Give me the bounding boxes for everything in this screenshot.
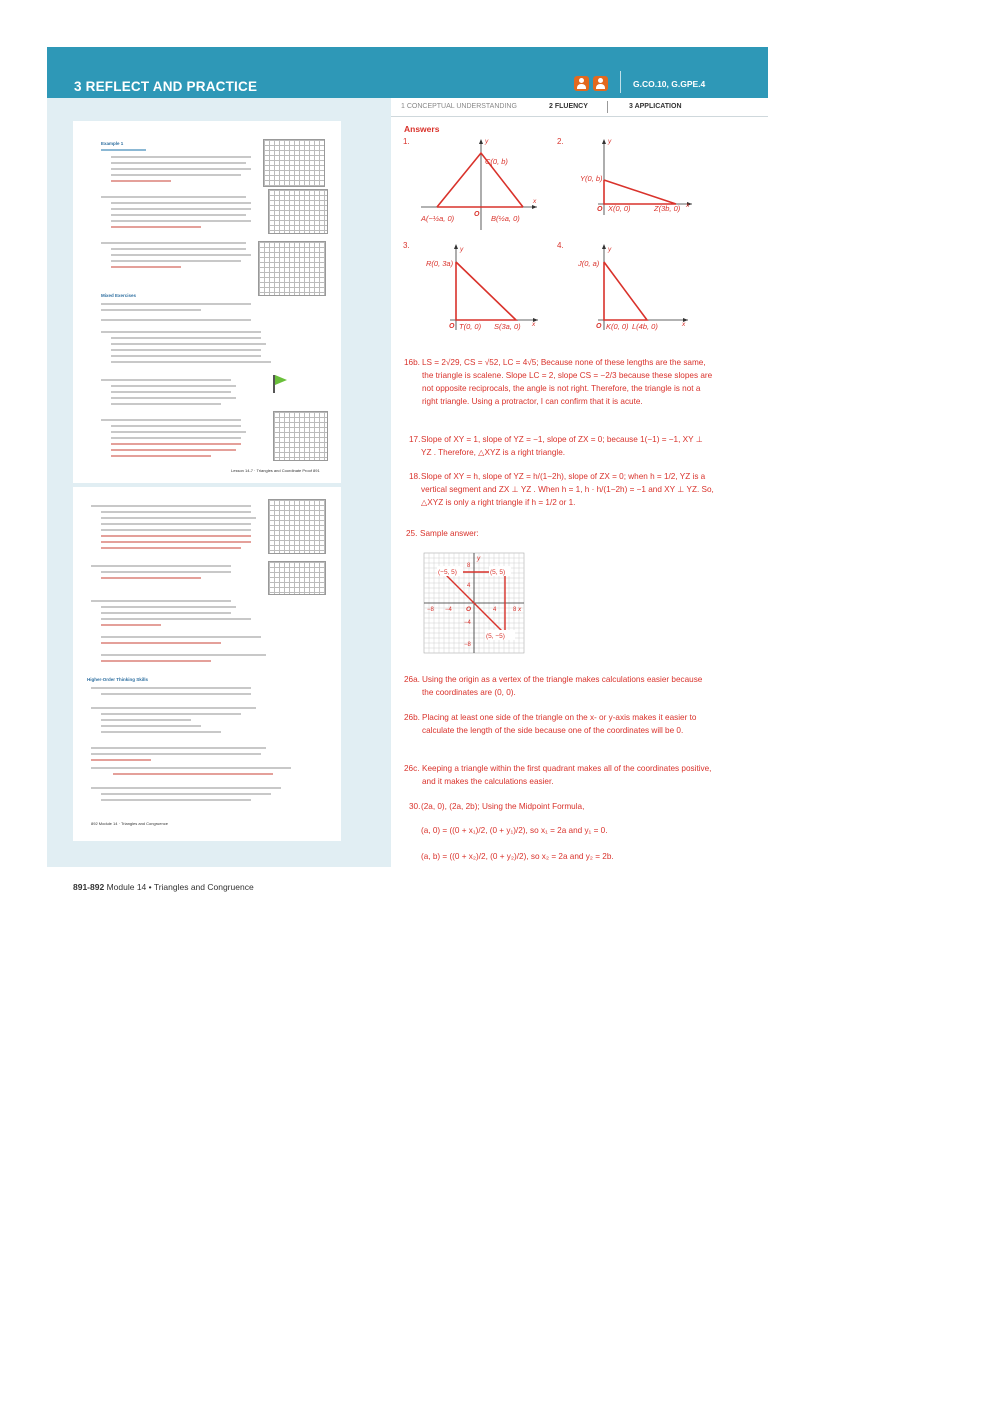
thumb-line: [91, 707, 256, 709]
thumb-line: [101, 713, 241, 715]
thumb-line: [101, 196, 246, 198]
x-axis-label: x: [532, 321, 536, 328]
y-axis-label: y: [485, 138, 489, 145]
thumb-line: [101, 419, 241, 421]
label-z: Z(3b, 0): [654, 204, 681, 213]
answer-text: Sample answer:: [420, 529, 479, 538]
thumb-line: [101, 242, 246, 244]
thumb-graph: [268, 189, 328, 234]
thumb-line: [111, 180, 171, 182]
thumb-line: [101, 149, 146, 151]
thumb-line: [101, 799, 251, 801]
answer-number: 26b.: [404, 713, 420, 722]
thumb-footer-892: 892 Module 14 · Triangles and Congruence: [91, 821, 168, 826]
thumb-line: [111, 343, 266, 345]
thumb-graph: [258, 241, 326, 296]
footer-module: Module 14 • Triangles and Congruence: [106, 882, 254, 892]
thumb-line: [111, 156, 251, 158]
tab-separator: [607, 101, 608, 113]
thumb-graph: [268, 499, 326, 554]
thumb-line: [111, 220, 251, 222]
thumb-line: [101, 642, 221, 644]
answer-text: (2a, 0), (2a, 2b); Using the Midpoint Formula,: [421, 802, 585, 811]
thumb-line: [101, 693, 251, 695]
answer-number: 30.: [409, 802, 421, 811]
thumb-line: [101, 319, 251, 321]
label-c: C(0, b): [485, 157, 508, 166]
y-arrow: [454, 244, 458, 249]
graph-1: [415, 135, 545, 235]
y-axis-label: y: [477, 555, 481, 562]
label-t: T(0, 0): [459, 322, 482, 331]
answer-number-2: 2.: [557, 137, 564, 146]
page-thumbnail-891: [73, 121, 341, 483]
answer-number: 26a.: [404, 675, 420, 684]
label-l: L(4b, 0): [632, 322, 658, 331]
thumb-mixed-heading: Mixed Exercises: [101, 293, 137, 298]
answers-heading: Answers: [404, 124, 440, 134]
thumb-line: [101, 654, 266, 656]
thumb-line: [91, 565, 231, 567]
thumb-line: [91, 505, 251, 507]
thumb-graph: [268, 561, 326, 595]
thumb-line: [111, 174, 241, 176]
label-x: X(0, 0): [608, 204, 631, 213]
thumb-line: [101, 309, 201, 311]
thumb-line: [111, 349, 261, 351]
thumb-line: [91, 600, 231, 602]
thumb-line: [111, 449, 236, 451]
thumb-line: [111, 391, 231, 393]
thumb-line: [111, 254, 251, 256]
thumb-line: [111, 437, 241, 439]
thumb-line: [111, 361, 271, 363]
y-axis-label: y: [460, 246, 464, 253]
thumb-line: [101, 719, 191, 721]
thumb-line: [111, 385, 236, 387]
thumb-line: [111, 397, 236, 399]
graph-3: [420, 240, 545, 335]
thumb-line: [111, 162, 246, 164]
origin-label: O: [474, 211, 480, 218]
answer-number: 16b.: [404, 358, 420, 367]
x-axis-label: x: [686, 202, 690, 209]
thumb-line: [101, 660, 211, 662]
section-header: [47, 47, 768, 98]
standards-label: G.CO.10, G.GPE.4: [633, 79, 706, 89]
thumb-line: [101, 612, 231, 614]
answer-18: [409, 470, 714, 509]
label-k: K(0, 0): [606, 322, 629, 331]
thumb-line: [91, 787, 281, 789]
tick-y-8: 8: [467, 563, 471, 569]
thumb-line: [101, 303, 251, 305]
thumb-line: [111, 208, 251, 210]
answer-number-4: 4.: [557, 241, 564, 250]
triangle-sides: [437, 153, 523, 207]
thumb-line: [111, 226, 201, 228]
thumb-line: [101, 606, 236, 608]
thumb-line: [111, 266, 181, 268]
thumb-line: [111, 248, 246, 250]
answer-text: Keeping a triangle within the first quadrant makes all of the coordinates positive, and it makes the calculations easier.: [422, 764, 712, 786]
thumb-line: [101, 529, 251, 531]
answer-30-line2: (a, 0) = ((0 + x₁)/2, (0 + y₁)/2), so x₁ = 2a and y₁ = 0.: [421, 826, 608, 835]
y-axis-label: y: [608, 138, 612, 145]
x-axis-label: x: [518, 606, 522, 613]
origin-label: O: [466, 606, 472, 613]
thumb-line: [111, 443, 241, 445]
thumb-line: [91, 753, 261, 755]
thumb-line: [111, 455, 211, 457]
answer-30-line3: (a, b) = ((0 + x₂)/2, (0 + y₂)/2), so x₂ = 2a and y₂ = 2b.: [421, 852, 614, 861]
thumb-line: [101, 571, 231, 573]
x-arrow: [532, 205, 537, 209]
origin-label: O: [596, 323, 602, 330]
answer-text: Slope of XY = 1, slope of YZ = −1, slope of ZX = 0; because 1(−1) = −1, XY ⊥ YZ . Therefore, △XYZ is a right triangle.: [421, 435, 703, 457]
thumb-line: [91, 747, 266, 749]
thumb-line: [101, 618, 251, 620]
page-footer: [73, 882, 254, 892]
header-divider: [620, 71, 621, 93]
answer-number: 18.: [409, 472, 421, 481]
answer-16b: [404, 356, 714, 408]
thumb-line: [91, 687, 251, 689]
graph-4: [570, 240, 695, 335]
tick-y-neg8: −8: [464, 642, 471, 648]
label-s: S(3a, 0): [494, 322, 521, 331]
thumb-line: [111, 337, 261, 339]
triangle: [604, 180, 676, 204]
thumb-line: [111, 214, 246, 216]
level-tabs: [391, 98, 768, 117]
thumb-example-label: Example 1: [101, 141, 124, 146]
point-label-2: (5, 5): [490, 569, 506, 576]
thumb-line: [101, 636, 261, 638]
triangle: [604, 262, 647, 320]
thumb-line: [101, 577, 201, 579]
thumb-graph: [273, 411, 328, 461]
answer-text: Placing at least one side of the triangle on the x- or y-axis makes it easier to calculate the length of the side because one of the coordinates will be 0.: [422, 713, 697, 735]
thumb-line: [91, 759, 151, 761]
thumb-line: [101, 731, 221, 733]
answer-text: Slope of XY = h, slope of YZ = h/(1−2h), slope of ZX = 0; when h = 1/2, YZ is a vertical segment and ZX ⊥ YZ . When h = 1, h · h/(1−2h) = −1 and XY ⊥ YZ. So, △XYZ is only a right triangle if h = 1/2 or 1.: [421, 472, 714, 507]
thumb-footer-891: Lesson 14-7 · Triangles and Coordinate Proof 891: [231, 468, 320, 473]
tab-fluency: 2 FLUENCY: [549, 103, 588, 110]
label-r: R(0, 3a): [426, 259, 454, 268]
answer-number: 25.: [406, 529, 418, 538]
label-a: A(−½a, 0): [421, 214, 455, 223]
thumb-line: [101, 547, 241, 549]
answer-number: 26c.: [404, 764, 420, 773]
thumb-line: [101, 511, 251, 513]
thumb-line: [101, 517, 256, 519]
origin-label: O: [597, 206, 603, 213]
triangle: [456, 262, 516, 320]
label-b: B(½a, 0): [491, 214, 520, 223]
x-axis-label: x: [533, 198, 537, 205]
answer-25: [406, 527, 606, 540]
tab-conceptual-understanding: 1 CONCEPTUAL UNDERSTANDING: [401, 103, 517, 110]
page-thumbnail-892: [73, 487, 341, 841]
footer-pages: 891-892: [73, 882, 105, 892]
answer-30: [409, 800, 714, 813]
x-axis-label: x: [682, 321, 686, 328]
thumb-graph: [263, 139, 325, 187]
thumb-line: [111, 168, 251, 170]
answer-26b: [404, 711, 714, 737]
graph-2: [578, 135, 698, 225]
answer-number-1: 1.: [403, 137, 410, 146]
point-label-1: (−5, 5): [438, 569, 457, 576]
point-label-3: (5, −5): [486, 633, 505, 640]
thumb-line: [101, 624, 161, 626]
y-axis-label: y: [608, 246, 612, 253]
tick-x-4: 4: [493, 607, 497, 613]
thumb-line: [111, 355, 261, 357]
coordinate-grid-25: [423, 552, 525, 654]
thumb-line: [101, 793, 271, 795]
thumb-line: [113, 773, 273, 775]
label-y: Y(0, b): [580, 174, 603, 183]
thumb-line: [101, 541, 251, 543]
answer-text: Using the origin as a vertex of the triangle makes calculations easier because the coordinates are (0, 0).: [422, 675, 703, 697]
origin-label: O: [449, 323, 455, 330]
tick-x-neg4: −4: [445, 607, 452, 613]
answer-17: [409, 433, 714, 459]
answer-text: LS = 2√29, CS = √52, LC = 4√5; Because none of these lengths are the same, the triangle is scalene. Slope LC = 2, slope CS = −2/3 because these slopes are not opposite reciprocals, the angle is not right. Therefore, the triangle is not a right triangle. Using a protractor, I can confirm that it is acute.: [422, 358, 713, 406]
label-j: J(0, a): [578, 259, 600, 268]
thumb-line: [111, 431, 246, 433]
thumb-line: [111, 202, 251, 204]
answer-number: 17.: [409, 435, 421, 444]
tick-x-8: 8: [513, 607, 517, 613]
answer-26a: [404, 673, 714, 699]
y-arrow: [602, 244, 606, 249]
thumb-hots-heading: Higher-Order Thinking Skills: [87, 677, 149, 682]
group-icon: [593, 76, 608, 91]
thumb-line: [101, 331, 261, 333]
y-arrow: [479, 139, 483, 144]
tick-y-neg4: −4: [464, 620, 471, 626]
y-arrow: [602, 139, 606, 144]
thumb-line: [91, 767, 291, 769]
answer-number-3: 3.: [403, 241, 410, 250]
tick-x-neg8: −8: [427, 607, 434, 613]
thumb-line: [111, 425, 241, 427]
thumb-line: [101, 523, 251, 525]
tab-application: 3 APPLICATION: [629, 103, 682, 110]
section-title: 3 REFLECT AND PRACTICE: [74, 79, 258, 94]
individual-icon: [574, 76, 589, 91]
tick-y-4: 4: [467, 583, 471, 589]
thumb-line: [101, 725, 201, 727]
thumb-line: [101, 535, 251, 537]
thumb-line: [111, 260, 241, 262]
flag-shape: [275, 375, 287, 385]
thumb-line: [111, 403, 221, 405]
answer-26c: [404, 762, 714, 788]
grouping-icons: [574, 76, 608, 91]
thumb-line: [101, 379, 231, 381]
